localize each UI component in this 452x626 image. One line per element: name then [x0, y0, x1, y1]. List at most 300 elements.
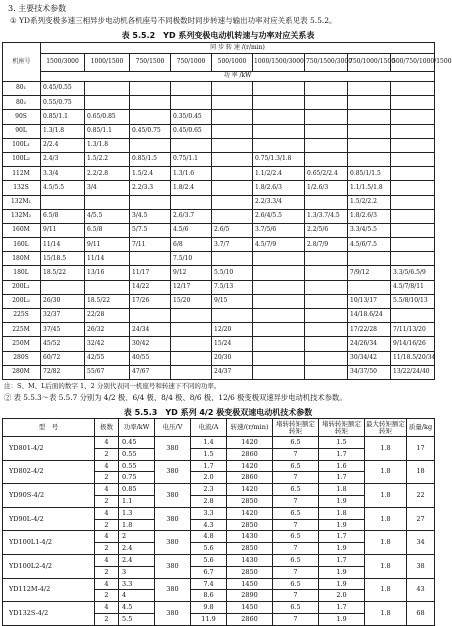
- table1-value-cell: 0.85/1.1: [85, 124, 130, 138]
- table1-value-cell: 5.5/8/10/13: [391, 294, 435, 308]
- table1-value-cell: [391, 138, 435, 152]
- table1-value-cell: [253, 280, 305, 294]
- table1-value-cell: [130, 309, 171, 323]
- table1-value-cell: [305, 351, 348, 365]
- table2-current-cell: 9.8: [191, 602, 227, 614]
- table2-power-cell: 4.5: [119, 602, 155, 614]
- table2-header-row: [3, 419, 435, 437]
- table2-ratio1-cell: 6.5: [273, 578, 319, 590]
- intro-paragraph-2: ② 表 5.5.3～表 5.5.7 分别为 4/2 极、6/4 极、8/4 极、8/6 极、12/6 极变极双速异步电动机技术参数。: [4, 393, 347, 402]
- table1-value-cell: [253, 110, 305, 124]
- table1-value-cell: 0.45/0.55: [41, 82, 85, 96]
- table-row: [3, 365, 435, 379]
- table1-value-cell: 24/34: [130, 323, 171, 337]
- table1-value-cell: [85, 280, 130, 294]
- table2-current-cell: 8.6: [191, 590, 227, 602]
- table2-mass-cell: 43: [407, 578, 435, 602]
- table1-value-cell: 32/37: [41, 309, 85, 323]
- table2-voltage-cell: 380: [155, 602, 191, 626]
- table2-ratio1-cell: 7: [273, 566, 319, 578]
- table2-current-cell: 4.8: [191, 531, 227, 543]
- table1-value-cell: [253, 82, 305, 96]
- table1-value-cell: 3.3/5/6.5/9: [391, 266, 435, 280]
- table2-ratio1-cell: 7: [273, 543, 319, 555]
- table2-ratio2-cell: 1.6: [319, 460, 365, 472]
- table1-frame-cell: 280S: [3, 351, 41, 365]
- table2-current-cell: 1.7: [191, 460, 227, 472]
- table1-value-cell: 11/14: [85, 252, 130, 266]
- table2-current-cell: 1.5: [191, 448, 227, 460]
- table-row: [3, 82, 435, 96]
- table2-current-cell: 2.0: [191, 472, 227, 484]
- table2-ratio1-cell: 6.5: [273, 554, 319, 566]
- table1-value-cell: [348, 96, 391, 110]
- table1-value-cell: [305, 110, 348, 124]
- table1-value-cell: 12/20: [212, 323, 253, 337]
- section-heading: 3. 主要技术参数: [8, 4, 67, 13]
- table2-voltage-cell: 380: [155, 554, 191, 578]
- table1-value-cell: [253, 323, 305, 337]
- table1-header-row: [3, 43, 435, 54]
- table1-frame-cell: 250M: [3, 337, 41, 351]
- table1-value-cell: 15/20: [171, 294, 212, 308]
- table1-value-cell: [171, 337, 212, 351]
- table-row: [3, 309, 435, 323]
- table2-ratio3-cell: 1.8: [365, 437, 407, 461]
- table1-value-cell: 5.5/10: [212, 266, 253, 280]
- table2-power-cell: 2.4: [119, 554, 155, 566]
- table2-ratio2-cell: 1.9: [319, 566, 365, 578]
- table1-value-cell: [391, 82, 435, 96]
- table1-value-cell: [348, 252, 391, 266]
- table1-frame-cell: 132M₂: [3, 209, 41, 223]
- table1-value-cell: [253, 351, 305, 365]
- table2-voltage-cell: 380: [155, 460, 191, 484]
- table2-power-cell: 2.4: [119, 543, 155, 555]
- table1-value-cell: [305, 280, 348, 294]
- table1-frame-cell: 225S: [3, 309, 41, 323]
- table2-power-cell: 3: [119, 566, 155, 578]
- table2-voltage-cell: 380: [155, 437, 191, 461]
- table2-current-cell: 5.6: [191, 543, 227, 555]
- table1-frame-cell: 100L₂: [3, 152, 41, 166]
- table2-model-cell: YD132S-4/2: [3, 602, 95, 626]
- table1-value-cell: [391, 96, 435, 110]
- table2-header-cell: 型 号: [3, 419, 95, 437]
- table2-power-cell: 1.3: [119, 507, 155, 519]
- table1-value-cell: [41, 195, 85, 209]
- table1-value-cell: 26/32: [85, 323, 130, 337]
- table-row: [3, 266, 435, 280]
- table1-value-cell: 1.8/2.4: [171, 181, 212, 195]
- table2-power-cell: 5.5: [119, 613, 155, 625]
- table1-value-cell: [391, 209, 435, 223]
- table-row: [3, 209, 435, 223]
- table1-value-cell: 55/67: [85, 365, 130, 379]
- table1-value-cell: 14/22: [130, 280, 171, 294]
- table2-speed-cell: 1420: [227, 507, 273, 519]
- table1-value-cell: [212, 110, 253, 124]
- table1-speed-cell: 750/1000/1500: [348, 54, 391, 72]
- table1-value-cell: [212, 252, 253, 266]
- table2-ratio1-cell: 7: [273, 472, 319, 484]
- table1-value-cell: [348, 280, 391, 294]
- table2-poles-cell: 2: [95, 543, 119, 555]
- table2-ratio1-cell: 6.5: [273, 531, 319, 543]
- table-row: [3, 110, 435, 124]
- table1-value-cell: [171, 96, 212, 110]
- table1-value-cell: 1.1/1.5/1.8: [348, 181, 391, 195]
- table1-value-cell: 2.6/4/5.5: [253, 209, 305, 223]
- table-row: [3, 195, 435, 209]
- table1-value-cell: [130, 110, 171, 124]
- table-row: [3, 152, 435, 166]
- table1-value-cell: [171, 351, 212, 365]
- table2-current-cell: 3.3: [191, 507, 227, 519]
- table2-poles-cell: 4: [95, 460, 119, 472]
- table1-value-cell: 3.7/7: [212, 238, 253, 252]
- table1-value-cell: [212, 167, 253, 181]
- table2-caption: 表 5.5.3 YD 系列 4/2 极变极双速电动机技术参数: [123, 408, 313, 417]
- table2-ratio2-cell: 1.7: [319, 554, 365, 566]
- table1-value-cell: 20/30: [212, 351, 253, 365]
- table2-current-cell: 11.9: [191, 613, 227, 625]
- table1-power-row: [3, 72, 435, 82]
- table2-current-cell: 6.7: [191, 566, 227, 578]
- table-row: [3, 124, 435, 138]
- table1-value-cell: [305, 195, 348, 209]
- table2-header-cell: 电流/A: [191, 419, 227, 437]
- table1-speed-cell: 750/1000: [171, 54, 212, 72]
- table1-value-cell: 37/45: [41, 323, 85, 337]
- table2-power-cell: 0.55: [119, 448, 155, 460]
- table2-mass-cell: 38: [407, 554, 435, 578]
- table-row: [3, 181, 435, 195]
- table2-speed-cell: 2890: [227, 590, 273, 602]
- table1-value-cell: 1.8/2.6/3: [253, 181, 305, 195]
- table1-value-cell: 24/26/34: [348, 337, 391, 351]
- table1-value-cell: [212, 96, 253, 110]
- table2-model-cell: YD802-4/2: [3, 460, 95, 484]
- table1-value-cell: 1.3/1.6: [171, 167, 212, 181]
- table2-ratio2-cell: 1.9: [319, 543, 365, 555]
- table2-speed-cell: 1450: [227, 602, 273, 614]
- table1-value-cell: 6.5/8: [85, 223, 130, 237]
- table2-mass-cell: 27: [407, 507, 435, 531]
- table1-value-cell: [391, 167, 435, 181]
- table1-value-cell: [305, 365, 348, 379]
- table1-value-cell: [305, 252, 348, 266]
- table2-poles-cell: 4: [95, 602, 119, 614]
- table-row: [3, 223, 435, 237]
- table1-value-cell: 17/22/28: [348, 323, 391, 337]
- table2-mass-cell: 18: [407, 460, 435, 484]
- table1-value-cell: 26/30: [41, 294, 85, 308]
- table1-value-cell: 2/2.4: [41, 138, 85, 152]
- table2-poles-cell: 4: [95, 531, 119, 543]
- table1-value-cell: [130, 252, 171, 266]
- table1-value-cell: 0.65/0.85: [85, 110, 130, 124]
- table1-value-cell: 4/5.5: [85, 209, 130, 223]
- table1-value-cell: [171, 195, 212, 209]
- table2-ratio2-cell: 2.0: [319, 590, 365, 602]
- table1-value-cell: 4.5/5.5: [41, 181, 85, 195]
- table1-value-cell: 18.5/22: [41, 266, 85, 280]
- table2-speed-cell: 2860: [227, 613, 273, 625]
- table-row: [3, 167, 435, 181]
- table2-speed-cell: 1430: [227, 531, 273, 543]
- table1-value-cell: 34/37/50: [348, 365, 391, 379]
- table2-ratio3-cell: 1.8: [365, 507, 407, 531]
- table1-value-cell: [305, 323, 348, 337]
- table1-value-cell: [391, 110, 435, 124]
- table1-value-cell: 5/7.5: [130, 223, 171, 237]
- table1-value-cell: 45/52: [41, 337, 85, 351]
- table-row: [3, 138, 435, 152]
- table1-value-cell: [391, 195, 435, 209]
- table2-header-cell: 转速/(r/min): [227, 419, 273, 437]
- table1-frame-cell: 200L₁: [3, 280, 41, 294]
- table2-voltage-cell: 380: [155, 484, 191, 508]
- table2-speed-cell: 2850: [227, 566, 273, 578]
- table1-value-cell: 7/9/12: [348, 266, 391, 280]
- table1-value-cell: [391, 152, 435, 166]
- table2-speed-cell: 1450: [227, 578, 273, 590]
- table1-value-cell: [348, 152, 391, 166]
- table1-value-cell: [130, 82, 171, 96]
- table2-current-cell: 2.3: [191, 484, 227, 496]
- table1-value-cell: 13/16: [85, 266, 130, 280]
- table-row: [3, 554, 435, 566]
- table2-poles-cell: 2: [95, 448, 119, 460]
- table1-value-cell: [253, 294, 305, 308]
- table1-value-cell: [253, 309, 305, 323]
- table2-ratio2-cell: 1.7: [319, 602, 365, 614]
- table2-ratio1-cell: 6.5: [273, 602, 319, 614]
- table1-value-cell: [85, 195, 130, 209]
- table1-value-cell: [212, 209, 253, 223]
- table1-value-cell: 60/72: [41, 351, 85, 365]
- table2-poles-cell: 2: [95, 613, 119, 625]
- table2-power-cell: 1.8: [119, 519, 155, 531]
- table1-value-cell: 6/8: [171, 238, 212, 252]
- table1-value-cell: [305, 96, 348, 110]
- table2-mass-cell: 68: [407, 602, 435, 626]
- table1-value-cell: [391, 309, 435, 323]
- table1-frame-cell: 100L₁: [3, 138, 41, 152]
- table1-value-cell: [212, 82, 253, 96]
- table1-frame-cell: 160L: [3, 238, 41, 252]
- table-row: [3, 531, 435, 543]
- motor-spec-table: [2, 418, 435, 626]
- table1-value-cell: [391, 238, 435, 252]
- table2-power-cell: 0.85: [119, 484, 155, 496]
- table2-poles-cell: 2: [95, 472, 119, 484]
- table1-value-cell: [171, 365, 212, 379]
- table1-value-cell: 24/37: [212, 365, 253, 379]
- table2-ratio1-cell: 7: [273, 519, 319, 531]
- table1-value-cell: [305, 152, 348, 166]
- table2-poles-cell: 4: [95, 437, 119, 449]
- table2-ratio1-cell: 7: [273, 495, 319, 507]
- table1-value-cell: [253, 266, 305, 280]
- table1-value-cell: 15/18.5: [41, 252, 85, 266]
- table1-value-cell: 2.2/2.8: [85, 167, 130, 181]
- table1-value-cell: [171, 82, 212, 96]
- table1-value-cell: 3/4.5: [130, 209, 171, 223]
- table1-value-cell: [391, 124, 435, 138]
- table1-speed-cell: 750/1500: [130, 54, 171, 72]
- table1-value-cell: 40/55: [130, 351, 171, 365]
- table1-value-cell: 47/67: [130, 365, 171, 379]
- table2-ratio1-cell: 6.5: [273, 484, 319, 496]
- table1-value-cell: [305, 337, 348, 351]
- table1-value-cell: 1.8/2.6/3: [348, 209, 391, 223]
- table1-value-cell: 10/13/17: [348, 294, 391, 308]
- table1-value-cell: [253, 138, 305, 152]
- table1-value-cell: [305, 138, 348, 152]
- table2-mass-cell: 22: [407, 484, 435, 508]
- table2-header-cell: 功率/kW: [119, 419, 155, 437]
- table2-voltage-cell: 380: [155, 531, 191, 555]
- table1-value-cell: [391, 181, 435, 195]
- table1-value-cell: 6.5/8: [41, 209, 85, 223]
- table-row: [3, 437, 435, 449]
- table-row: [3, 96, 435, 110]
- table1-value-cell: 1.1/2/2.4: [253, 167, 305, 181]
- table1-value-cell: 14/18.6/24: [348, 309, 391, 323]
- speed-power-table: [2, 42, 452, 380]
- table1-speed-cell: 1000/1500: [85, 54, 130, 72]
- table1-value-cell: [171, 309, 212, 323]
- table2-ratio2-cell: 1.9: [319, 613, 365, 625]
- table2-poles-cell: 4: [95, 578, 119, 590]
- table1-value-cell: 0.35/0.45: [171, 110, 212, 124]
- table1-value-cell: 0.75/1.1: [171, 152, 212, 166]
- table1-value-cell: [212, 138, 253, 152]
- table-row: [3, 602, 435, 614]
- table2-current-cell: 7.4: [191, 578, 227, 590]
- table1-frame-cell: 112M: [3, 167, 41, 181]
- table2-ratio2-cell: 1.8: [319, 484, 365, 496]
- table1-value-cell: 1.5/2/2.2: [348, 195, 391, 209]
- table1-frame-cell: 132S: [3, 181, 41, 195]
- table1-value-cell: 7/11/13/20: [391, 323, 435, 337]
- table1-value-cell: 0.75/1.3/1.8: [253, 152, 305, 166]
- table1-value-cell: [348, 110, 391, 124]
- table1-frame-cell: 180M: [3, 252, 41, 266]
- table1-value-cell: [253, 365, 305, 379]
- table1-speed-cell: 1000/1500/3000: [253, 54, 305, 72]
- table2-ratio2-cell: 1.7: [319, 448, 365, 460]
- table-row: [3, 351, 435, 365]
- table2-poles-cell: 2: [95, 590, 119, 602]
- table1-value-cell: 13/22/24/40: [391, 365, 435, 379]
- table1-value-cell: 1.5/2.2: [85, 152, 130, 166]
- table1-value-cell: [85, 82, 130, 96]
- table1-value-cell: 0.85/1.1: [41, 110, 85, 124]
- table2-poles-cell: 2: [95, 519, 119, 531]
- table2-ratio2-cell: 1.9: [319, 578, 365, 590]
- table1-value-cell: 3.7/5/6: [253, 223, 305, 237]
- table1-value-cell: 4.5/6: [171, 223, 212, 237]
- table2-power-cell: 0.45: [119, 437, 155, 449]
- table1-frame-cell: 200L₂: [3, 294, 41, 308]
- table1-value-cell: 2.6/5: [212, 223, 253, 237]
- table1-value-cell: 3.3/4/5.5: [348, 223, 391, 237]
- table2-power-cell: 0.55: [119, 460, 155, 472]
- table2-poles-cell: 2: [95, 495, 119, 507]
- table2-current-cell: 1.4: [191, 437, 227, 449]
- table1-value-cell: [212, 181, 253, 195]
- table1-power-header: 功 率 /kW: [41, 72, 435, 82]
- table1-value-cell: [212, 309, 253, 323]
- table1-value-cell: 4.5/7/9: [253, 238, 305, 252]
- table2-header-cell: 电压/V: [155, 419, 191, 437]
- table2-ratio1-cell: 7: [273, 590, 319, 602]
- table2-model-cell: YD100L1-4/2: [3, 531, 95, 555]
- table2-speed-cell: 2850: [227, 519, 273, 531]
- table1-value-cell: 2.2/3.3/4: [253, 195, 305, 209]
- table1-value-cell: [305, 124, 348, 138]
- table2-speed-cell: 1420: [227, 460, 273, 472]
- table-row: [3, 460, 435, 472]
- table2-poles-cell: 2: [95, 566, 119, 578]
- table1-value-cell: 11/17: [130, 266, 171, 280]
- table2-ratio1-cell: 6.5: [273, 437, 319, 449]
- table1-value-cell: [130, 96, 171, 110]
- table2-ratio3-cell: 1.8: [365, 531, 407, 555]
- table1-value-cell: 9/15: [212, 294, 253, 308]
- table1-value-cell: 3.3/4: [41, 167, 85, 181]
- table2-ratio1-cell: 7: [273, 448, 319, 460]
- table1-value-cell: 3/4: [85, 181, 130, 195]
- table1-value-cell: 15/24: [212, 337, 253, 351]
- table1-speed-cell: 1500/3000: [41, 54, 85, 72]
- table1-value-cell: [348, 82, 391, 96]
- table2-power-cell: 0.75: [119, 472, 155, 484]
- table1-speed-header: 同 步 转 速 /(r/min): [41, 43, 435, 54]
- table1-value-cell: 1.3/3.7/4.5: [305, 209, 348, 223]
- table2-ratio2-cell: 1.7: [319, 472, 365, 484]
- table1-value-cell: [348, 124, 391, 138]
- table1-value-cell: 22/28: [85, 309, 130, 323]
- table1-frame-cell: 90S: [3, 110, 41, 124]
- table1-value-cell: 12/17: [171, 280, 212, 294]
- table1-value-cell: 9/11: [85, 238, 130, 252]
- table1-frame-cell: 80₂: [3, 96, 41, 110]
- table2-power-cell: 4: [119, 590, 155, 602]
- table2-power-cell: 1.1: [119, 495, 155, 507]
- table1-value-cell: [305, 266, 348, 280]
- table2-poles-cell: 4: [95, 554, 119, 566]
- table2-speed-cell: 1420: [227, 437, 273, 449]
- table1-value-cell: [85, 96, 130, 110]
- table1-value-cell: [305, 82, 348, 96]
- table1-value-cell: [253, 96, 305, 110]
- table1-value-cell: [212, 124, 253, 138]
- table2-ratio3-cell: 1.8: [365, 484, 407, 508]
- table1-value-cell: 1.3/1.8: [41, 124, 85, 138]
- table1-value-cell: 1.5/2.4: [130, 167, 171, 181]
- table2-ratio3-cell: 1.8: [365, 460, 407, 484]
- table1-value-cell: [253, 337, 305, 351]
- table2-ratio3-cell: 1.8: [365, 578, 407, 602]
- table2-header-cell: 质量/kg: [407, 419, 435, 437]
- table-row: [3, 484, 435, 496]
- table1-speed-cell: 750/1500/3000: [305, 54, 348, 72]
- table1-value-cell: 0.55/0.75: [41, 96, 85, 110]
